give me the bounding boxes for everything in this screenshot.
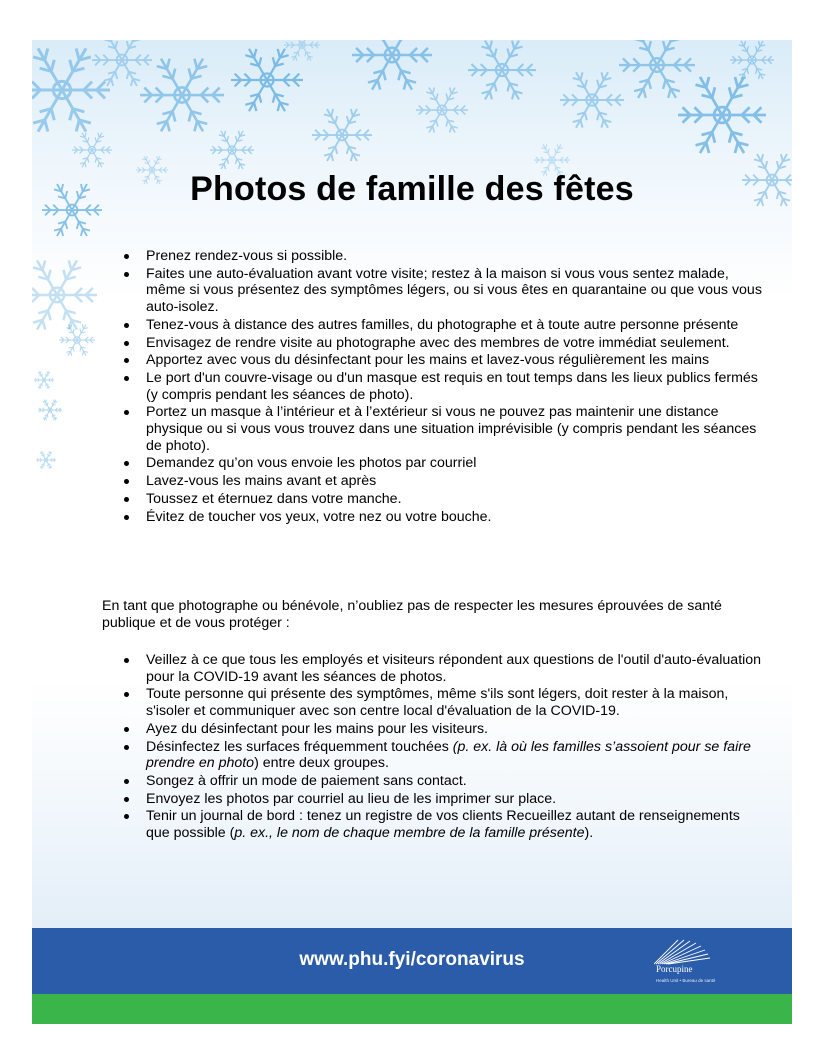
list-item-text: p. ex., le nom de chaque membre de la famille présente [234,825,585,842]
tip-item [122,266,762,316]
list-item-text: Ayez du désinfectant pour les mains pour les visiteurs. [146,720,488,737]
snowflake-icon [32,260,97,329]
tips-list [122,248,762,527]
bullet-icon [124,658,129,663]
list-item-text: Désinfectez les surfaces fréquemment touchées [146,738,453,755]
snowflake-icon [352,40,432,90]
bullet-icon [124,692,129,697]
list-item-text: Toute personne qui présente des symptômes, même s'ils sont légers, doit rester à la maison, s'isoler et communiquer avec son centre local d'évaluation de la COVID-19. [146,686,729,719]
list-item-text: Veillez à ce que tous les employés et visiteurs répondent aux questions de l'outil d'auto-évaluation pour la COVID-19 avant les séances de photos. [146,652,762,685]
photographer-tip-item [122,773,762,790]
bullet-icon [124,358,129,363]
bullet-icon [124,341,129,346]
photographer-tip-item [122,739,762,772]
porcupine-logo [654,938,764,988]
photographer-tip-item [122,721,762,738]
bullet-icon [124,461,129,466]
snowflake-icon [312,109,372,161]
tip-item [122,352,762,369]
list-item-text: Envisagez de rendre visite au photographe avec des membres de votre immédiat seulement. [146,334,730,351]
footer-green-band [32,994,792,1024]
footer-url-link[interactable]: www.phu.fyi/coronavirus [299,949,525,970]
snowflake-icon [38,400,62,421]
tip-item [122,455,762,472]
snowflake-icon [36,451,56,468]
snowflake-icon [231,49,303,111]
snowflake-icon [416,87,468,132]
quill-logo-icon [654,938,714,966]
tip-item [122,404,762,454]
snowflake-icon [210,131,254,169]
tip-item [122,335,762,352]
bullet-icon [124,779,129,784]
bullet-icon [124,254,129,259]
bullet-icon [124,410,129,415]
bullet-icon [124,323,129,328]
photographer-tip-item [122,791,762,808]
snowflake-icon [730,41,774,79]
list-item-text: Demandez qu’on vous envoie les photos par courriel [146,455,477,472]
logo-tagline: Health Unit • Bureau de santé [656,978,716,983]
flyer-page [32,40,792,1024]
list-item-text: Lavez-vous les mains avant et après [146,473,377,490]
photographer-tip-item [122,808,762,841]
list-item-text: Apportez avec vous du désinfectant pour les mains et lavez-vous régulièrement les mains [146,352,710,369]
tip-item [122,317,762,334]
list-item-text: Faites une auto-évaluation avant votre visite; restez à la maison si vous vous sentez malade, même si vous présentez des symptômes légers, ou si vous êtes en quarantaine ou que vous vous auto-isolez. [146,265,762,315]
list-item-text: Évitez de toucher vos yeux, votre nez ou votre bouche. [146,508,492,525]
tip-item [122,491,762,508]
snowflake-icon [468,41,536,100]
tip-item [122,473,762,490]
bullet-icon [124,497,129,502]
bullet-icon [124,745,129,750]
snowflake-icon [619,40,695,98]
logo-name: Porcupine [656,964,693,974]
bullet-icon [124,797,129,802]
snowflake-icon [678,77,766,153]
list-item-text: Envoyez les photos par courriel au lieu de les imprimer sur place. [146,790,557,807]
photographer-tip-item [122,652,762,685]
list-item-text: Tenez-vous à distance des autres familles, du photographe et à toute autre personne présente [146,316,739,333]
bullet-icon [124,272,129,277]
list-item-text: Tenir un journal de bord : tenez un registre de vos clients Recueillez autant de renseignements que possible ( [146,808,740,842]
bullet-icon [124,376,129,381]
bullet-icon [124,479,129,484]
snowflake-icon [34,371,54,388]
list-item-text: (p. ex. là où les familles s’assoient pour se faire prendre en photo [146,738,751,772]
photographer-intro: En tant que photographe ou bénévole, n’oubliez pas de respecter les mesures éprouvées de santé publique et de vous protéger : [102,598,722,631]
snowflake-icon [92,40,152,86]
snowflake-icon [72,133,112,168]
list-item-text: Le port d'un couvre-visage ou d'un masque est requis en tout temps dans les lieux publics fermés (y compris pendant les séances de photo). [146,370,758,403]
photographer-tip-item [122,686,762,719]
page-title: Photos de famille des fêtes [190,170,634,208]
snowflake-icon [140,59,224,132]
snowflake-icon [560,72,624,127]
tip-item [122,370,762,403]
bullet-icon [124,515,129,520]
list-item-text: ). [584,825,594,842]
photographer-tips-list [122,652,762,843]
list-item-text: Songez à offrir un mode de paiement sans contact. [146,772,467,789]
bullet-icon [124,814,129,819]
list-item-text: Prenez rendez-vous si possible. [146,248,348,264]
list-item-text: ) entre deux groupes. [254,755,389,772]
tip-item [122,248,762,265]
list-item-text: Toussez et éternuez dans votre manche. [146,491,402,507]
bullet-icon [124,727,129,732]
tip-item [122,509,762,526]
snowflake-icon [284,40,320,61]
list-item-text: Portez un masque à l’intérieur et à l’extérieur si vous ne pouvez pas maintenir une distance physique ou si vous vous trouvez dans une situation imprévisible (y compris pendant les séances de photo). [146,404,757,454]
footer-bar [32,928,792,994]
